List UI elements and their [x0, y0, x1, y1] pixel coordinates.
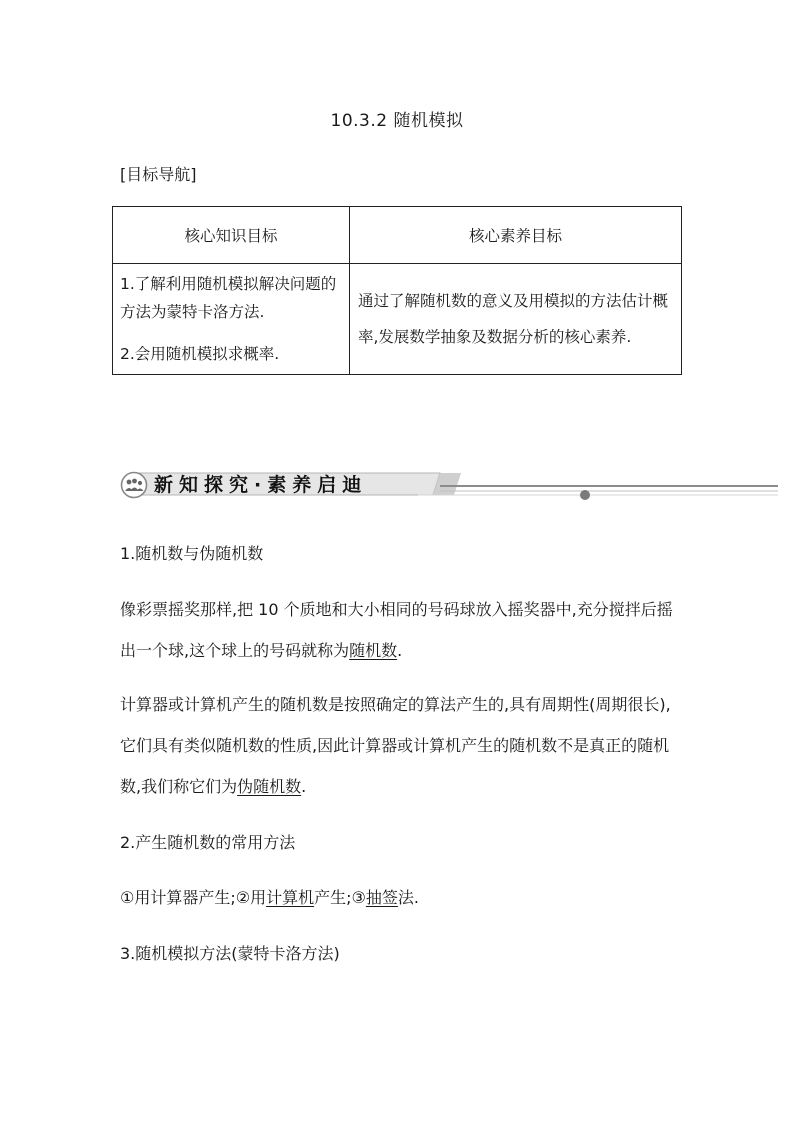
knowledge-goal-2: 2.会用随机模拟求概率. [120, 345, 280, 363]
table-header-row [113, 207, 682, 264]
methods-text: 法. [397, 888, 419, 907]
header-literacy-goals: 核心素养目标 [350, 207, 682, 264]
paragraph-text: 计算器或计算机产生的随机数是按照确定的算法产生的,具有周期性(周期很长),它们具有类似随机数的性质,因此计算器或计算机产生的随机数不是真正的随机数,我们称它们为 [120, 695, 671, 796]
knowledge-goals-cell [113, 264, 350, 375]
methods-text: 产生;③ [314, 888, 366, 907]
literacy-goal-cell: 通过了解随机数的意义及用模拟的方法估计概率,发展数学抽象及数据分析的核心素养. [350, 264, 682, 375]
section2-heading: 2.产生随机数的常用方法 [120, 833, 296, 852]
term-computer: 计算机 [266, 888, 315, 907]
paragraph-text: . [301, 777, 307, 796]
section-banner [118, 466, 778, 502]
paragraph-text: . [397, 641, 403, 660]
section1-heading: 1.随机数与伪随机数 [120, 544, 264, 563]
header-knowledge-goals: 核心知识目标 [113, 207, 350, 264]
methods-text: ①用计算器产生;②用 [120, 888, 267, 907]
random-number-paragraph [120, 589, 680, 671]
term-pseudo-random-number: 伪随机数 [237, 777, 302, 796]
pseudo-random-paragraph [120, 684, 680, 807]
term-lottery: 抽签 [365, 888, 398, 907]
goals-table [112, 206, 682, 375]
term-random-number: 随机数 [349, 641, 398, 660]
people-icon [120, 471, 148, 499]
banner-title: 新知探究·素养启迪 [154, 474, 368, 496]
table-row [113, 264, 682, 375]
paragraph-text: 像彩票摇奖那样,把 10 个质地和大小相同的号码球放入摇奖器中,充分搅拌后摇出一个球,这个球上的号码就称为 [120, 600, 673, 660]
goal-navigation-label: [目标导航] [120, 165, 197, 184]
methods-line [120, 877, 680, 918]
section3-heading: 3.随机模拟方法(蒙特卡洛方法) [120, 944, 340, 963]
knowledge-goal-1: 1.了解利用随机模拟解决问题的方法为蒙特卡洛方法. [120, 275, 337, 321]
page-title: 10.3.2 随机模拟 [330, 111, 464, 131]
